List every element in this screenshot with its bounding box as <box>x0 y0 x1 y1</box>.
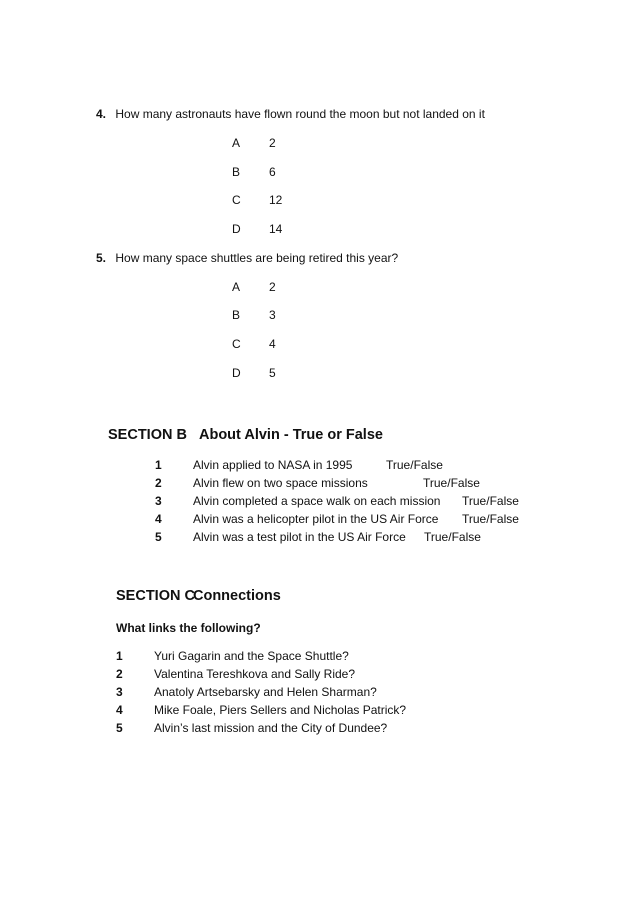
item-number: 4 <box>116 703 123 717</box>
option-letter: B <box>232 308 241 322</box>
question-text: How many space shuttles are being retired this year? <box>115 251 399 265</box>
true-false-label: True/False <box>423 476 480 490</box>
item-number: 5 <box>116 721 123 735</box>
item-number: 3 <box>116 685 123 699</box>
option-value: 2 <box>269 136 276 150</box>
section-c-prompt: What links the following? <box>116 621 261 635</box>
connection-text: Alvin’s last mission and the City of Dundee? <box>154 721 388 735</box>
question-number: 4. <box>96 107 107 121</box>
question-number: 5. <box>96 251 107 265</box>
option-letter: D <box>232 222 241 236</box>
section-c-label: SECTION C <box>116 588 195 604</box>
question-5 <box>96 251 398 265</box>
true-false-label: True/False <box>462 494 519 508</box>
option-letter: C <box>232 193 241 207</box>
option-value: 14 <box>269 222 283 236</box>
statement-text: Alvin was a helicopter pilot in the US Air Force <box>193 512 439 526</box>
item-number: 3 <box>155 494 162 508</box>
option-letter: D <box>232 366 241 380</box>
option-letter: B <box>232 165 241 179</box>
item-number: 4 <box>155 512 162 526</box>
section-b-title: About Alvin - True or False <box>199 427 383 443</box>
connection-text: Valentina Tereshkova and Sally Ride? <box>154 667 356 681</box>
item-number: 2 <box>155 476 162 490</box>
section-c-title: Connections <box>193 588 281 604</box>
option-value: 4 <box>269 337 276 351</box>
section-b-label: SECTION B <box>108 427 187 443</box>
statement-text: Alvin flew on two space missions <box>193 476 368 490</box>
option-value: 2 <box>269 280 276 294</box>
item-number: 2 <box>116 667 123 681</box>
item-number: 1 <box>155 458 162 472</box>
option-letter: C <box>232 337 241 351</box>
statement-text: Alvin completed a space walk on each mission <box>193 494 441 508</box>
option-letter: A <box>232 280 241 294</box>
true-false-label: True/False <box>386 458 443 472</box>
item-number: 1 <box>116 649 123 663</box>
option-value: 12 <box>269 193 283 207</box>
option-letter: A <box>232 136 241 150</box>
question-text: How many astronauts have flown round the moon but not landed on it <box>115 107 485 121</box>
true-false-label: True/False <box>424 530 481 544</box>
statement-text: Alvin was a test pilot in the US Air Force <box>193 530 406 544</box>
option-value: 6 <box>269 165 276 179</box>
statement-text: Alvin applied to NASA in 1995 <box>193 458 353 472</box>
option-value: 5 <box>269 366 276 380</box>
option-value: 3 <box>269 308 276 322</box>
item-number: 5 <box>155 530 162 544</box>
connection-text: Mike Foale, Piers Sellers and Nicholas Patrick? <box>154 703 407 717</box>
connection-text: Yuri Gagarin and the Space Shuttle? <box>154 649 349 663</box>
true-false-label: True/False <box>462 512 519 526</box>
connection-text: Anatoly Artsebarsky and Helen Sharman? <box>154 685 377 699</box>
question-4 <box>96 107 485 121</box>
